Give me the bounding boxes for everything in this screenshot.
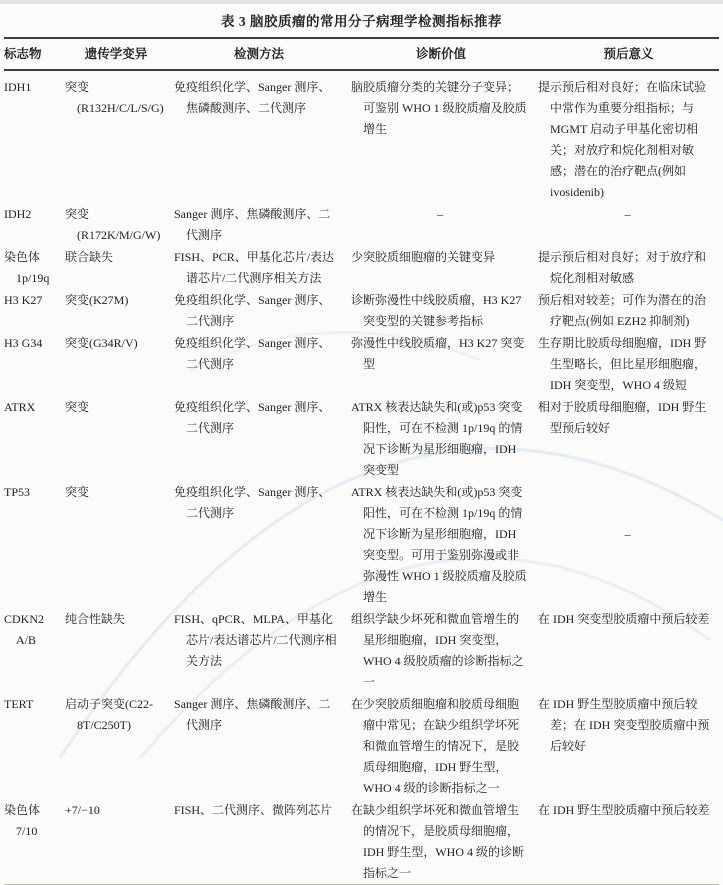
table-row: [4, 481, 719, 608]
cell-diagnostic-value: 弥漫性中线胶质瘤，H3 K27 突变型: [351, 336, 525, 371]
cell-detection-method: Sanger 测序、焦磷酸测序、二代测序: [174, 697, 331, 732]
cell-marker: H3 G34: [4, 336, 43, 350]
column-header-genetic-variant: 遗传学变异: [84, 47, 148, 61]
cell-diagnostic-value: 组织学缺少坏死和微血管增生的星形细胞瘤，IDH 突变型，WHO 4 级胶质瘤的诊断指标之一: [351, 612, 524, 689]
cell-detection-method: 免疫组织化学、Sanger 测序、二代测序: [174, 400, 331, 435]
cell-marker: 染色体 7/10: [4, 803, 41, 838]
column-header-marker: 标志物: [4, 47, 42, 61]
cell-prognostic-significance: –: [624, 527, 631, 541]
cell-prognostic-significance: 在 IDH 野生型胶质瘤中预后较差: [538, 803, 710, 817]
cell-genetic-variant: 纯合性缺失: [65, 612, 126, 626]
table-row: [4, 608, 719, 693]
table-row: [4, 246, 719, 289]
table-row: [4, 289, 719, 332]
table-row: [4, 332, 719, 396]
table-title: 表 3 脑胶质瘤的常用分子病理学检测指标推荐: [221, 14, 502, 29]
cell-prognostic-significance: 提示预后相对良好；对于放疗和烷化剂相对敏感: [538, 250, 707, 285]
table-row: [4, 396, 719, 481]
cell-marker: TP53: [4, 485, 31, 499]
cell-genetic-variant: 突变(G34R/V): [65, 336, 138, 350]
cell-prognostic-significance: 生存期比胶质母细胞瘤，IDH 野生型略长，但比星形细胞瘤，IDH 突变型，WHO 4 级短: [538, 336, 707, 392]
cell-marker: 染色体 1p/19q: [4, 250, 50, 285]
cell-detection-method: 免疫组织化学、Sanger 测序、二代测序: [174, 293, 331, 328]
cell-marker: ATRX: [4, 400, 36, 414]
cell-genetic-variant: 突变: [65, 400, 90, 414]
cell-marker: CDKN2 A/B: [4, 612, 45, 647]
cell-detection-method: 免疫组织化学、Sanger 测序、二代测序: [174, 336, 331, 371]
cell-diagnostic-value: 在少突胶质细胞瘤和胶质母细胞瘤中常见；在缺少组织学坏死和微血管增生的情况下，是胶质母细胞瘤，IDH 野生型，WHO 4 级的诊断指标之一: [351, 697, 520, 795]
table-row: [4, 71, 719, 203]
column-header-diagnostic-value: 诊断价值: [415, 47, 466, 61]
cell-genetic-variant: 突变(R132H/C/L/S/G): [65, 80, 164, 115]
cell-detection-method: 免疫组织化学、Sanger 测序、焦磷酸测序、二代测序: [174, 80, 331, 115]
cell-genetic-variant: 突变: [65, 485, 90, 499]
cell-genetic-variant: 突变(R172K/M/G/W): [65, 207, 161, 242]
column-header-prognostic-significance: 预后意义: [603, 47, 654, 61]
cell-detection-method: FISH、二代测序、微阵列芯片: [174, 803, 333, 817]
cell-detection-method: Sanger 测序、焦磷酸测序、二代测序: [174, 207, 331, 242]
cell-detection-method: FISH、qPCR、MLPA、甲基化芯片/表达谱芯片/二代测序相关方法: [174, 612, 337, 668]
cell-prognostic-significance: 提示预后相对良好；在临床试验中常作为重要分组指标；与 MGMT 启动子甲基化密切相关；对放疗和烷化剂相对敏感；潜在的治疗靶点(例如 ivosidenib): [538, 80, 707, 199]
cell-prognostic-significance: 在 IDH 野生型胶质瘤中预后较差；在 IDH 突变型胶质瘤中预后较好: [538, 697, 710, 753]
table-row: [4, 799, 719, 884]
cell-diagnostic-value: 在缺少组织学坏死和微血管增生的情况下，是胶质母细胞瘤，IDH 野生型，WHO 4 级的诊断指标之一: [351, 803, 524, 880]
table-row: [4, 693, 719, 799]
cell-prognostic-significance: 预后相对较差；可作为潜在的治疗靶点(例如 EZH2 抑制剂): [538, 293, 707, 328]
cell-diagnostic-value: ATRX 核表达缺失和(或)p53 突变阳性，可在不检测 1p/19q 的情况下诊断为星形细胞瘤，IDH 突变型。可用于鉴别弥漫或非弥漫性 WHO 1 级胶质瘤及胶质增生: [351, 485, 527, 604]
cell-genetic-variant: +7/−10: [65, 803, 100, 817]
column-header-detection-method: 检测方法: [233, 47, 284, 61]
cell-marker: TERT: [4, 697, 34, 711]
cell-diagnostic-value: 诊断弥漫性中线胶质瘤，H3 K27 突变型的关键参考指标: [351, 293, 522, 328]
table-body: [4, 71, 719, 884]
cell-detection-method: 免疫组织化学、Sanger 测序、二代测序: [174, 485, 331, 520]
cell-diagnostic-value: ATRX 核表达缺失和(或)p53 突变阳性，可在不检测 1p/19q 的情况下诊断为星形细胞瘤，IDH 突变型: [351, 400, 523, 477]
cell-diagnostic-value: –: [437, 207, 443, 221]
table-header-row: [4, 39, 719, 69]
cell-marker: IDH1: [4, 80, 32, 94]
cell-marker: IDH2: [4, 207, 32, 221]
cell-prognostic-significance: 在 IDH 突变型胶质瘤中预后较差: [538, 612, 710, 626]
cell-diagnostic-value: 少突胶质细胞瘤的关键变异: [351, 250, 496, 264]
cell-prognostic-significance: 相对于胶质母细胞瘤，IDH 野生型预后较好: [538, 400, 707, 435]
cell-genetic-variant: 联合缺失: [65, 250, 114, 264]
cell-genetic-variant: 突变(K27M): [65, 293, 129, 307]
cell-detection-method: FISH、PCR、甲基化芯片/表达谱芯片/二代测序相关方法: [174, 250, 335, 285]
cell-genetic-variant: 启动子突变(C22-8T/C250T): [65, 697, 153, 732]
cell-marker: H3 K27: [4, 293, 43, 307]
table-row: [4, 203, 719, 246]
cell-prognostic-significance: –: [624, 207, 631, 221]
cell-diagnostic-value: 脑胶质瘤分类的关键分子变异；可鉴别 WHO 1 级胶质瘤及胶质增生: [351, 80, 527, 136]
